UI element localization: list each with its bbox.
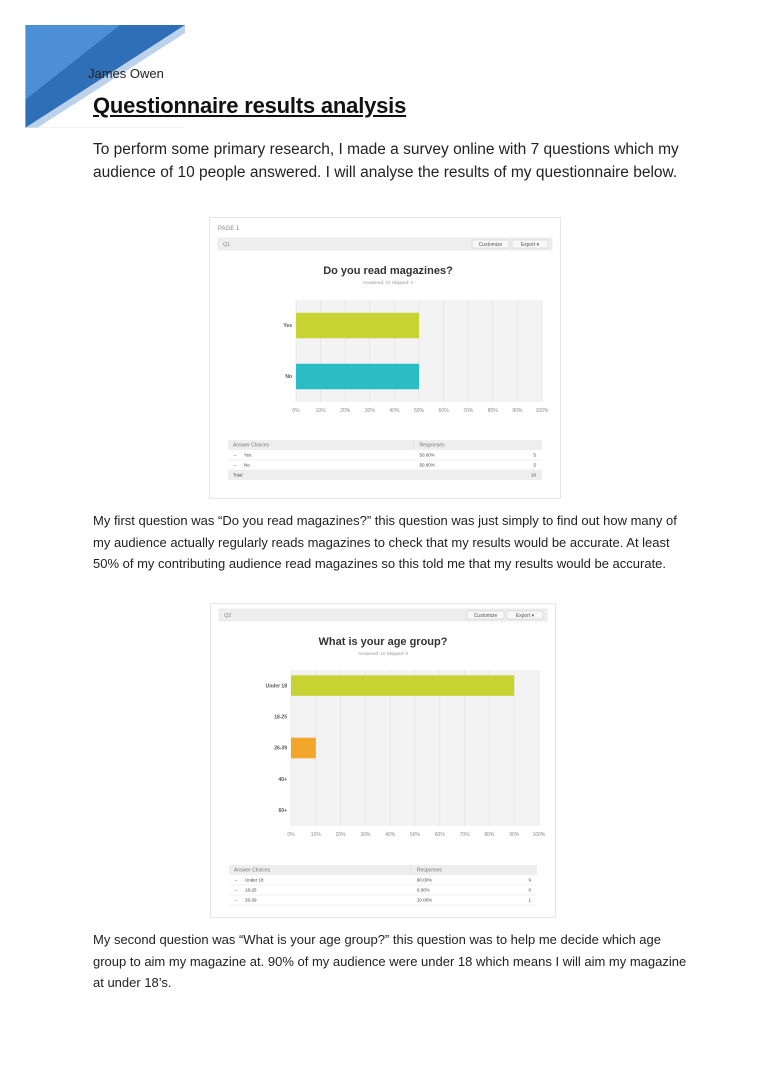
table-total-row <box>228 470 542 480</box>
table-header <box>228 440 542 450</box>
x-tick-label: 40% <box>385 832 396 838</box>
category-label: 26-39 <box>274 745 287 752</box>
question-label: Q1 <box>223 242 231 248</box>
chart-q2 <box>211 604 555 917</box>
table-header-responses: Responses <box>416 867 442 874</box>
x-tick-label: 100% <box>535 408 549 414</box>
row-marker: – <box>234 462 237 468</box>
row-choice: Under 18 <box>245 877 264 883</box>
category-label: 60+ <box>278 808 287 815</box>
analysis-paragraph-q2: My second question was “What is your age group?” this question was to help me decide which age group to aim my magazine at. 90% of my audience were under 18 which means I will aim my magazine at under 18’s. <box>93 932 687 990</box>
x-tick-label: 60% <box>438 408 449 414</box>
x-tick-label: 80% <box>487 408 498 414</box>
chart-q1 <box>210 218 560 498</box>
row-marker: – <box>235 877 238 883</box>
x-tick-label: 40% <box>389 408 400 414</box>
x-tick-label: 0% <box>287 832 295 838</box>
row-percent: 10.00% <box>416 897 433 903</box>
category-label: 40+ <box>278 776 287 783</box>
category-label: 18-25 <box>274 714 287 721</box>
total-label: Total <box>233 472 243 478</box>
export-button-label[interactable]: Export ▾ <box>515 612 535 619</box>
survey-screenshot-q2 <box>210 603 556 918</box>
analysis-paragraph-q1: My first question was “Do you read magazines?” this question was just simply to find out how many of my audience actually regularly reads magazines to check that my results would be accurate. At least 50% of my contributing audience read magazines so this told me that my results would be accurate. <box>93 513 677 571</box>
table-header-choices: Answer Choices <box>234 867 271 874</box>
survey-screenshot-q1 <box>209 217 561 499</box>
customize-button-label[interactable]: Customize <box>473 612 498 619</box>
x-tick-label: 30% <box>364 408 375 414</box>
x-tick-label: 10% <box>315 408 326 414</box>
x-tick-label: 10% <box>310 832 321 838</box>
x-tick-label: 20% <box>340 408 351 414</box>
bar-26-39 <box>291 738 316 759</box>
chart-title: What is your age group? <box>318 636 448 648</box>
x-tick-label: 70% <box>463 408 474 414</box>
x-tick-label: 90% <box>512 408 523 414</box>
row-count: 5 <box>533 462 536 468</box>
row-percent: 50.00% <box>419 462 435 468</box>
x-tick-label: 20% <box>335 832 346 838</box>
row-choice: 26-39 <box>245 897 257 903</box>
table-header <box>229 865 537 875</box>
row-percent: 90.00% <box>416 877 433 883</box>
x-tick-label: 70% <box>459 832 470 838</box>
row-choice: 18-25 <box>245 887 257 893</box>
page-label: PAGE 1 <box>218 226 240 232</box>
row-marker: – <box>235 887 238 893</box>
category-label: Under 18 <box>265 683 287 690</box>
category-label: No <box>285 374 292 381</box>
x-tick-label: 50% <box>413 408 425 414</box>
bar-under-18 <box>291 675 514 696</box>
category-label: Yes <box>283 323 292 330</box>
row-marker: – <box>235 897 238 903</box>
export-button-label[interactable]: Export ▾ <box>520 241 540 248</box>
x-tick-label: 0% <box>292 408 300 414</box>
page-title: Questionnaire results analysis <box>93 93 407 118</box>
bar-yes <box>296 313 419 339</box>
row-count: 0 <box>528 887 531 893</box>
row-percent: 0.00% <box>416 887 430 893</box>
chart-title: Do you read magazines? <box>323 265 453 277</box>
x-tick-label: 90% <box>509 832 520 838</box>
x-tick-label: 100% <box>532 832 546 838</box>
row-choice: Yes <box>244 452 252 458</box>
x-tick-label: 50% <box>409 832 421 838</box>
customize-button-label[interactable]: Customize <box>478 241 503 248</box>
bar-no <box>296 364 419 390</box>
chart-subtitle: Answered: 10 Skipped: 0 <box>357 651 409 656</box>
row-count: 5 <box>533 452 536 458</box>
row-percent: 50.00% <box>419 452 435 458</box>
x-tick-label: 30% <box>360 832 371 838</box>
intro-paragraph: To perform some primary research, I made a survey online with 7 questions which my audience of 10 people answered. I will analyse the results of my questionnaire below. <box>93 141 679 181</box>
question-label: Q2 <box>224 613 232 619</box>
total-value: 10 <box>530 472 536 478</box>
table-header-responses: Responses <box>419 442 445 449</box>
x-tick-label: 80% <box>484 832 495 838</box>
row-count: 9 <box>528 877 531 883</box>
author-name: James Owen <box>88 66 164 81</box>
x-tick-label: 60% <box>434 832 445 838</box>
row-count: 1 <box>528 897 531 903</box>
row-marker: – <box>234 452 237 458</box>
chart-subtitle: Answered: 10 Skipped: 0 <box>362 280 414 285</box>
table-header-choices: Answer Choices <box>233 442 270 449</box>
row-choice: No <box>244 462 250 468</box>
